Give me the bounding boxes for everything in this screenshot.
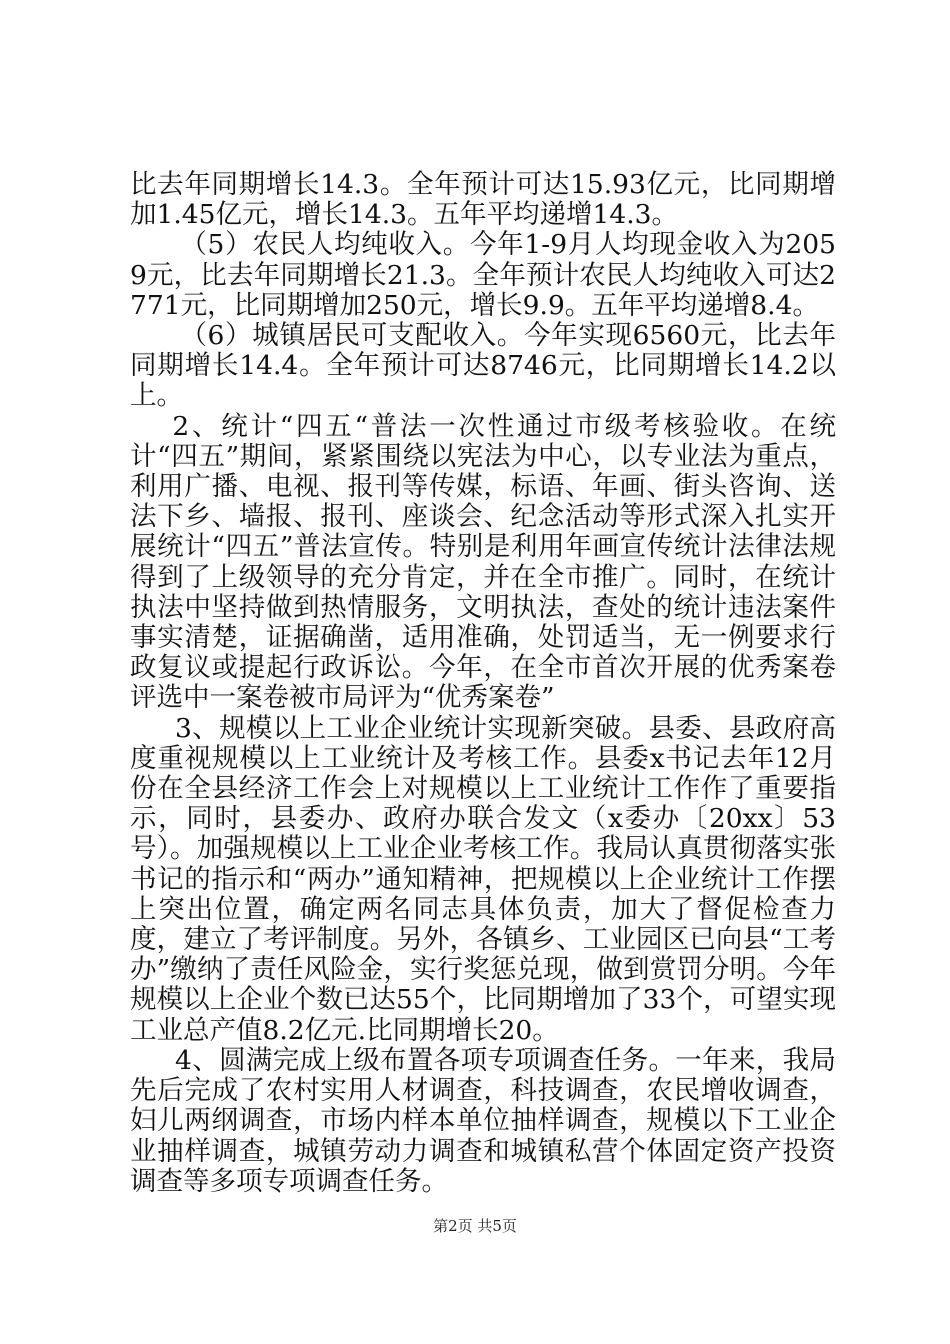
paragraph-special-surveys: 4、圆满完成上级布置各项专项调查任务。一年来，我局先后完成了农村实用人材调查，科技调查，农民增收调查，妇儿两纲调查，市场内样本单位抽样调查，规模以下工业企业抽样调查，城镇劳动力调查和城镇私营个体固定资产投资调查等多项专项调查任务。 xyxy=(130,1044,836,1197)
paragraph-farmer-income: （5）农民人均纯收入。今年1-9月人均现金收入为2059元，比去年同期增长21.3。全年预计农民人均纯收入可达2771元，比同期增加250元，增长9.9。五年平均递增8.4。 xyxy=(130,229,836,321)
page-number-footer: 第2页 共5页 xyxy=(433,1217,517,1235)
paragraph-industrial-statistics: 3、规模以上工业企业统计实现新突破。县委、县政府高度重视规模以上工业统计及考核工作。县委x书记去年12月份在全县经济工作会上对规模以上工业统计工作作了重要指示，同时，县委办、政府办联合发文（x委办〔20xx〕53号）。加强规模以上工业企业考核工作。我局认真贯彻落实张书记的指示和“两办”通知精神，把规模以上企业统计工作摆上突出位置，确定两名同志具体负责，加大了督促检查力度，建立了考评制度。另外，各镇乡、工业园区已向县“工考办”缴纳了责任风险金，实行奖惩兑现，做到赏罚分明。今年规模以上企业个数已达55个，比同期增加了33个，可望实现工业总产值8.2亿元.比同期增长20。 xyxy=(130,712,836,1046)
paragraph-urban-income: （6）城镇居民可支配收入。今年实现6560元，比去年同期增长14.4。全年预计可达8746元，比同期增长14.2以上。 xyxy=(130,320,836,412)
document-body xyxy=(130,170,836,1197)
paragraph-law-education: 2、统计“四五“普法一次性通过市级考核验收。在统计“四五”期间，紧紧围绕以宪法为中心，以专业法为重点，利用广播、电视、报刊等传媒，标语、年画、街头咨询、送法下乡、墙报、报刊、座谈会、纪念活动等形式深入扎实开展统计“四五”普法宣传。特别是利用年画宣传统计法律法规得到了上级领导的充分肯定，并在全市推广。同时，在统计执法中坚持做到热情服务，文明执法，查处的统计违法案件事实清楚，证据确凿，适用准确，处罚适当，无一例要求行政复议或提起行政诉讼。今年，在全市首次开展的优秀案卷评选中一案卷被市局评为“优秀案卷” xyxy=(130,410,836,714)
paragraph-growth-continued: 比去年同期增长14.3。全年预计可达15.93亿元，比同期增加1.45亿元，增长14.3。五年平均递增14.3。 xyxy=(130,169,836,231)
